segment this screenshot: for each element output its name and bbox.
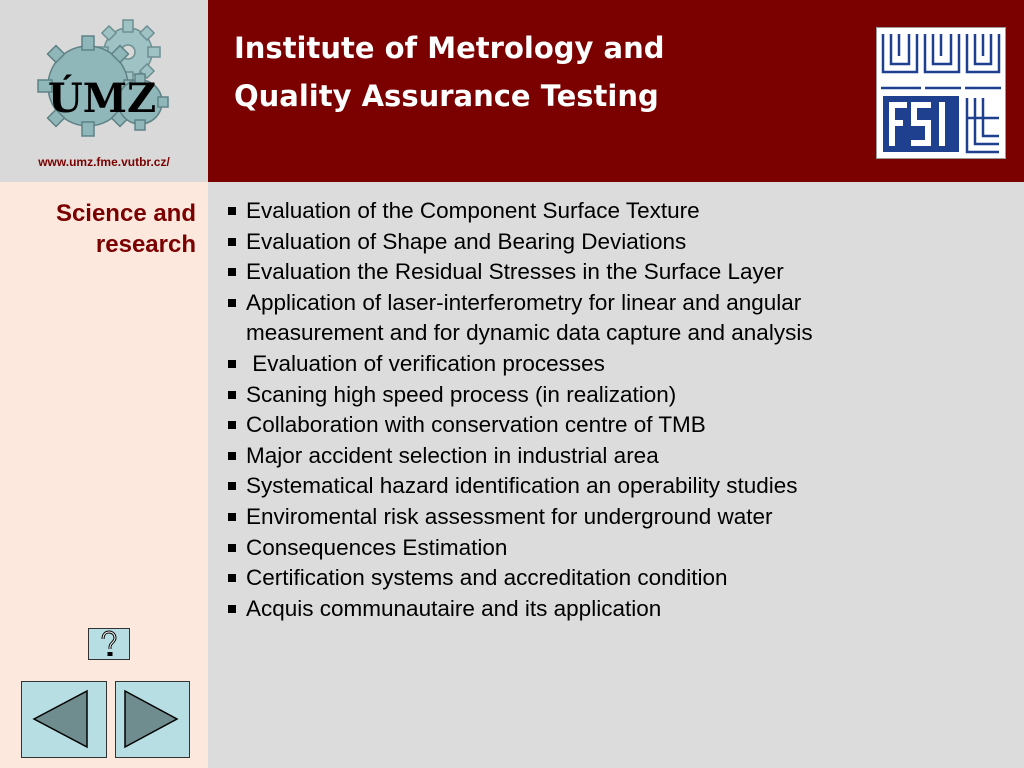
logo-area bbox=[0, 0, 208, 182]
list-item: Evaluation of Shape and Bearing Deviations bbox=[228, 227, 928, 258]
help-button[interactable] bbox=[88, 628, 130, 660]
fsi-logo bbox=[876, 27, 1006, 159]
triangle-left-icon bbox=[21, 681, 107, 758]
section-title bbox=[6, 198, 196, 260]
next-slide-button[interactable] bbox=[115, 681, 190, 758]
question-mark-icon bbox=[98, 630, 120, 658]
list-item: Certification systems and accreditation condition bbox=[228, 563, 928, 594]
list-item: Application of laser-interferometry for linear and angular measurement and for dynamic data capture and analysis bbox=[228, 288, 928, 349]
list-item: Evaluation the Residual Stresses in the Surface Layer bbox=[228, 257, 928, 288]
list-item: Enviromental risk assessment for underground water bbox=[228, 502, 928, 533]
list-item: Evaluation of verification processes bbox=[228, 349, 928, 380]
page-title bbox=[234, 24, 664, 120]
section-title-line-1: Science and bbox=[55, 200, 196, 227]
previous-slide-button[interactable] bbox=[21, 681, 107, 758]
logo-url[interactable]: www.umz.fme.vutbr.cz/ bbox=[38, 155, 170, 169]
list-item: Systematical hazard identification an operability studies bbox=[228, 471, 928, 502]
research-topic-list bbox=[228, 196, 928, 624]
title-line-2: Quality Assurance Testing bbox=[234, 79, 659, 113]
main-content bbox=[208, 182, 1024, 768]
list-item: Scaning high speed process (in realization) bbox=[228, 380, 928, 411]
title-line-1: Institute of Metrology and bbox=[234, 31, 665, 65]
list-item: Evaluation of the Component Surface Texture bbox=[228, 196, 928, 227]
list-item: Consequences Estimation bbox=[228, 533, 928, 564]
header bbox=[208, 0, 1024, 182]
triangle-right-icon bbox=[115, 681, 190, 758]
section-title-line-2: research bbox=[95, 231, 196, 258]
list-item: Major accident selection in industrial area bbox=[228, 441, 928, 472]
logo-text: ÚMZ bbox=[47, 75, 157, 122]
umz-gear-logo bbox=[30, 10, 180, 150]
list-item: Acquis communautaire and its application bbox=[228, 594, 928, 625]
list-item: Collaboration with conservation centre of TMB bbox=[228, 410, 928, 441]
